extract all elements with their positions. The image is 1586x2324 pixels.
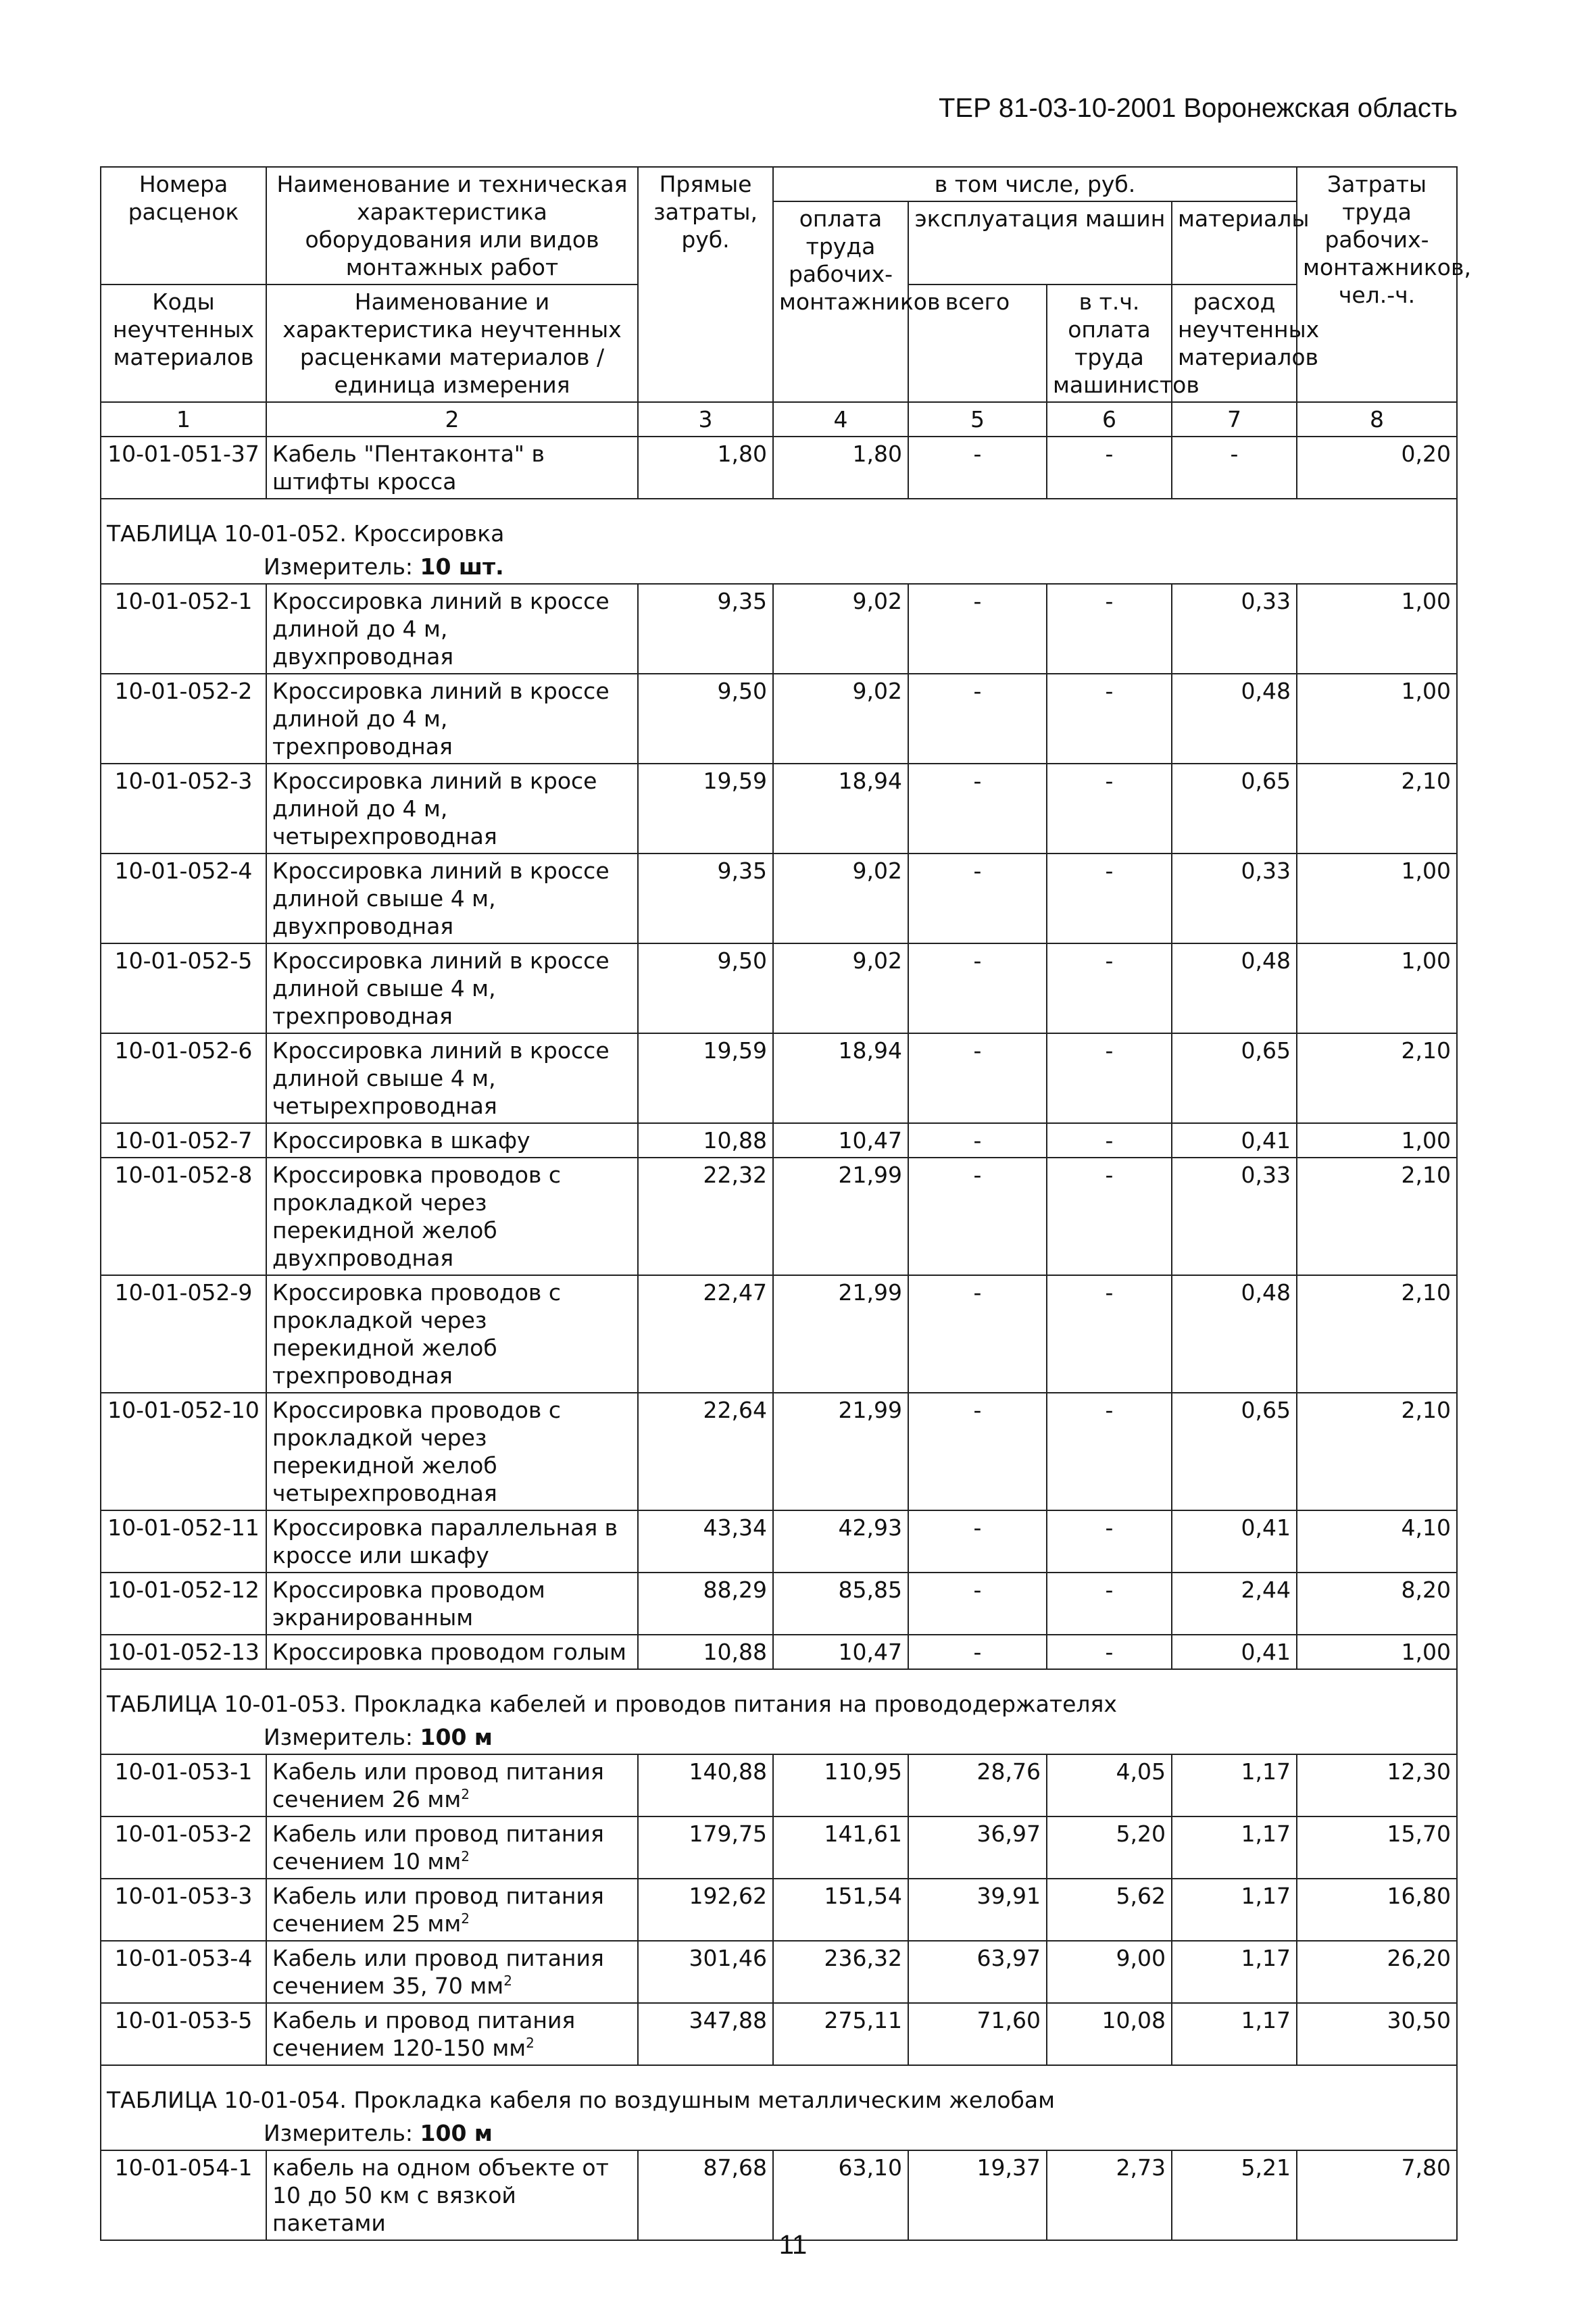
- direct-cost: 301,46: [638, 1941, 773, 2003]
- machine-cost: -: [908, 1275, 1047, 1393]
- section-title-row: [101, 2065, 1457, 2117]
- labor-hours: 0,20: [1297, 437, 1457, 499]
- machine-cost: 28,76: [908, 1754, 1047, 1816]
- machine-cost: -: [908, 1158, 1047, 1275]
- materials-header: материалы: [1172, 201, 1297, 285]
- labor-hours: 16,80: [1297, 1879, 1457, 1941]
- table-row: [101, 584, 1457, 674]
- direct-cost: 9,50: [638, 943, 773, 1033]
- table-row: [101, 437, 1457, 499]
- materials-cost: 0,33: [1172, 584, 1297, 674]
- labor-cost: 9,02: [773, 584, 908, 674]
- work-name: [266, 1816, 638, 1879]
- direct-cost: 1,80: [638, 437, 773, 499]
- labor-cost: 151,54: [773, 1879, 908, 1941]
- rate-code: 10-01-052-10: [101, 1393, 266, 1510]
- labor-hours: 15,70: [1297, 1816, 1457, 1879]
- machine-labor-cost: 5,62: [1047, 1879, 1172, 1941]
- unit-exponent: 2: [503, 1973, 512, 1989]
- work-name-text: Кроссировка проводом голым: [272, 1639, 626, 1665]
- direct-cost: 9,35: [638, 854, 773, 943]
- machine-labor-cost: -: [1047, 437, 1172, 499]
- work-name-text: Кроссировка параллельная в кроссе или шкафу: [272, 1514, 618, 1568]
- materials-cost: 0,41: [1172, 1635, 1297, 1669]
- col1-header-top: Номера расценок: [101, 167, 266, 285]
- work-name: [266, 1879, 638, 1941]
- labor-cost: 236,32: [773, 1941, 908, 2003]
- work-name-text: Кроссировка линий в кроссе длиной до 4 м, двухпроводная: [272, 588, 610, 670]
- table-row: [101, 2150, 1457, 2240]
- rate-code: 10-01-052-13: [101, 1635, 266, 1669]
- labor-cost: 21,99: [773, 1158, 908, 1275]
- labor-hours: 26,20: [1297, 1941, 1457, 2003]
- labor-hours: 1,00: [1297, 1123, 1457, 1158]
- labor-cost: 1,80: [773, 437, 908, 499]
- table-row: [101, 764, 1457, 854]
- direct-cost: 43,34: [638, 1510, 773, 1573]
- header-row-1: [101, 167, 1457, 201]
- work-name: [266, 1754, 638, 1816]
- measure: [101, 2117, 1457, 2150]
- table-row: [101, 2003, 1457, 2065]
- rate-code: 10-01-052-2: [101, 674, 266, 764]
- work-name-text: Кроссировка линий в кроссе длиной свыше 4 м, четырехпроводная: [272, 1037, 610, 1119]
- machine-cost: 39,91: [908, 1879, 1047, 1941]
- direct-cost: 10,88: [638, 1635, 773, 1669]
- col2-header-bottom: Наименование и характеристика неучтенных расценками материалов / единица измерения: [266, 285, 638, 402]
- machine-labor-cost: 4,05: [1047, 1754, 1172, 1816]
- col-number: 7: [1172, 402, 1297, 437]
- machine-labor-cost: 10,08: [1047, 2003, 1172, 2065]
- measure-label: Измеритель:: [264, 1724, 414, 1750]
- group-header: в том числе, руб.: [773, 167, 1297, 201]
- machine-cost: -: [908, 1033, 1047, 1123]
- rate-code: 10-01-052-7: [101, 1123, 266, 1158]
- machine-labor-cost: -: [1047, 1393, 1172, 1510]
- rate-code: 10-01-053-4: [101, 1941, 266, 2003]
- labor-hours: 8,20: [1297, 1573, 1457, 1635]
- materials-cost: 0,65: [1172, 1033, 1297, 1123]
- materials-cost: 1,17: [1172, 1816, 1297, 1879]
- materials-cost: 1,17: [1172, 2003, 1297, 2065]
- table-row: [101, 1635, 1457, 1669]
- unit-exponent: 2: [461, 1848, 470, 1864]
- work-name-text: кабель на одном объекте от 10 до 50 км с вязкой пакетами: [272, 2154, 609, 2236]
- measure-label: Измеритель:: [264, 553, 414, 580]
- direct-cost: 9,35: [638, 584, 773, 674]
- rate-code: 10-01-052-3: [101, 764, 266, 854]
- work-name-text: Кроссировка проводов с прокладкой через перекидной желоб двухпроводная: [272, 1162, 561, 1271]
- direct-cost: 88,29: [638, 1573, 773, 1635]
- labor-cost: 21,99: [773, 1393, 908, 1510]
- labor-hours: 1,00: [1297, 584, 1457, 674]
- section-title: ТАБЛИЦА 10-01-053. Прокладка кабелей и проводов питания на провододержателях: [101, 1669, 1457, 1721]
- table-row: [101, 1275, 1457, 1393]
- machine-labor-cost: -: [1047, 1123, 1172, 1158]
- work-name: [266, 1123, 638, 1158]
- labor-hours: 1,00: [1297, 943, 1457, 1033]
- table-row: [101, 1158, 1457, 1275]
- machine-labor-cost: -: [1047, 1275, 1172, 1393]
- materials-cost: -: [1172, 437, 1297, 499]
- work-name: [266, 1573, 638, 1635]
- machines-header: эксплуатация машин: [908, 201, 1172, 285]
- col-number: 6: [1047, 402, 1172, 437]
- materials-cost: 0,65: [1172, 1393, 1297, 1510]
- labor-cost: 9,02: [773, 854, 908, 943]
- measure: [101, 550, 1457, 584]
- direct-cost: 9,50: [638, 674, 773, 764]
- work-name: [266, 2003, 638, 2065]
- table-row: [101, 854, 1457, 943]
- labor-hours: 4,10: [1297, 1510, 1457, 1573]
- labor-hours: 1,00: [1297, 854, 1457, 943]
- materials-cost: 2,44: [1172, 1573, 1297, 1635]
- col4-header: оплата труда рабочих-монтажников: [773, 201, 908, 402]
- materials-cost: 5,21: [1172, 2150, 1297, 2240]
- labor-cost: 63,10: [773, 2150, 908, 2240]
- machine-cost: -: [908, 764, 1047, 854]
- machine-cost: -: [908, 943, 1047, 1033]
- work-name-text: Кабель "Пентаконта" в штифты кросса: [272, 441, 545, 495]
- work-name-text: Кроссировка проводов с прокладкой через перекидной желоб трехпроводная: [272, 1279, 561, 1389]
- work-name-text: Кроссировка в шкафу: [272, 1127, 530, 1154]
- measure-row: [101, 1721, 1457, 1754]
- table-row: [101, 1573, 1457, 1635]
- work-name: [266, 764, 638, 854]
- work-name-text: Кабель и провод питания сечением 120-150 мм: [272, 2007, 576, 2061]
- col7-header: расход неучтенных материалов: [1172, 285, 1297, 402]
- machine-cost: -: [908, 1393, 1047, 1510]
- labor-cost: 21,99: [773, 1275, 908, 1393]
- labor-cost: 10,47: [773, 1123, 908, 1158]
- measure-value: 100 м: [420, 1724, 493, 1750]
- machine-cost: 19,37: [908, 2150, 1047, 2240]
- machine-labor-cost: -: [1047, 1635, 1172, 1669]
- work-name-text: Кабель или провод питания сечением 10 мм: [272, 1821, 604, 1875]
- work-name-text: Кроссировка проводов с прокладкой через перекидной желоб четырехпроводная: [272, 1397, 561, 1506]
- work-name: [266, 1033, 638, 1123]
- machine-labor-cost: 9,00: [1047, 1941, 1172, 2003]
- page-header: ТЕР 81-03-10-2001 Воронежская область: [938, 93, 1458, 123]
- materials-cost: 0,48: [1172, 1275, 1297, 1393]
- direct-cost: 179,75: [638, 1816, 773, 1879]
- machine-cost: 71,60: [908, 2003, 1047, 2065]
- work-name: [266, 2150, 638, 2240]
- col8-header: Затраты труда рабочих-монтажников, чел.-ч.: [1297, 167, 1457, 402]
- materials-cost: 0,48: [1172, 674, 1297, 764]
- col-number: 4: [773, 402, 908, 437]
- measure-row: [101, 550, 1457, 584]
- labor-hours: 2,10: [1297, 1033, 1457, 1123]
- col-number: 8: [1297, 402, 1457, 437]
- materials-cost: 0,33: [1172, 854, 1297, 943]
- rate-code: 10-01-052-6: [101, 1033, 266, 1123]
- rate-code: 10-01-052-11: [101, 1510, 266, 1573]
- machine-labor-cost: -: [1047, 1510, 1172, 1573]
- work-name: [266, 674, 638, 764]
- machine-labor-cost: -: [1047, 674, 1172, 764]
- table-row: [101, 1754, 1457, 1816]
- rate-code: 10-01-052-5: [101, 943, 266, 1033]
- machine-cost: -: [908, 674, 1047, 764]
- machine-cost: -: [908, 437, 1047, 499]
- machine-cost: 63,97: [908, 1941, 1047, 2003]
- work-name: [266, 584, 638, 674]
- labor-cost: 141,61: [773, 1816, 908, 1879]
- machine-cost: -: [908, 584, 1047, 674]
- section-title-row: [101, 1669, 1457, 1721]
- table-row: [101, 943, 1457, 1033]
- direct-cost: 22,64: [638, 1393, 773, 1510]
- work-name: [266, 1158, 638, 1275]
- labor-cost: 9,02: [773, 674, 908, 764]
- measure-value: 10 шт.: [420, 553, 504, 580]
- labor-hours: 1,00: [1297, 674, 1457, 764]
- table-row: [101, 674, 1457, 764]
- materials-cost: 0,41: [1172, 1510, 1297, 1573]
- work-name: [266, 1510, 638, 1573]
- table-row: [101, 1816, 1457, 1879]
- labor-cost: 18,94: [773, 1033, 908, 1123]
- page-number: 11: [778, 2230, 808, 2260]
- col2-header-top: Наименование и техническая характеристика оборудования или видов монтажных работ: [266, 167, 638, 285]
- materials-cost: 0,41: [1172, 1123, 1297, 1158]
- rate-code: 10-01-053-5: [101, 2003, 266, 2065]
- machine-cost: -: [908, 1635, 1047, 1669]
- machine-cost: -: [908, 854, 1047, 943]
- rate-code: 10-01-052-4: [101, 854, 266, 943]
- work-name-text: Кроссировка линий в кроссе длиной до 4 м, трехпроводная: [272, 678, 610, 760]
- labor-hours: 2,10: [1297, 764, 1457, 854]
- materials-cost: 0,33: [1172, 1158, 1297, 1275]
- rate-code: 10-01-052-1: [101, 584, 266, 674]
- work-name-text: Кроссировка линий в кроссе длиной свыше 4 м, трехпроводная: [272, 947, 610, 1029]
- materials-cost: 0,65: [1172, 764, 1297, 854]
- rate-code: 10-01-052-8: [101, 1158, 266, 1275]
- labor-cost: 42,93: [773, 1510, 908, 1573]
- direct-cost: 192,62: [638, 1879, 773, 1941]
- rate-code: 10-01-053-3: [101, 1879, 266, 1941]
- col-number: 2: [266, 402, 638, 437]
- col5-header: всего: [908, 285, 1047, 402]
- col6-header: в т.ч. оплата труда машинистов: [1047, 285, 1172, 402]
- direct-cost: 19,59: [638, 764, 773, 854]
- labor-hours: 7,80: [1297, 2150, 1457, 2240]
- column-numbers-row: [101, 402, 1457, 437]
- rate-code: 10-01-053-1: [101, 1754, 266, 1816]
- table-row: [101, 1393, 1457, 1510]
- machine-labor-cost: -: [1047, 943, 1172, 1033]
- direct-cost: 22,47: [638, 1275, 773, 1393]
- estimate-table: [100, 166, 1471, 2241]
- materials-cost: 1,17: [1172, 1754, 1297, 1816]
- materials-cost: 1,17: [1172, 1941, 1297, 2003]
- unit-exponent: 2: [526, 2035, 535, 2051]
- section-title: ТАБЛИЦА 10-01-052. Кроссировка: [101, 499, 1457, 550]
- rate-code: 10-01-052-9: [101, 1275, 266, 1393]
- unit-exponent: 2: [461, 1910, 470, 1927]
- machine-labor-cost: -: [1047, 1573, 1172, 1635]
- labor-cost: 275,11: [773, 2003, 908, 2065]
- labor-hours: 1,00: [1297, 1635, 1457, 1669]
- machine-labor-cost: -: [1047, 1033, 1172, 1123]
- labor-cost: 85,85: [773, 1573, 908, 1635]
- table-row: [101, 1510, 1457, 1573]
- col-number: 1: [101, 402, 266, 437]
- work-name: [266, 1941, 638, 2003]
- direct-cost: 10,88: [638, 1123, 773, 1158]
- col-number: 3: [638, 402, 773, 437]
- rate-code: 10-01-054-1: [101, 2150, 266, 2240]
- col-number: 5: [908, 402, 1047, 437]
- work-name-text: Кроссировка линий в кроссе длиной свыше 4 м, двухпроводная: [272, 858, 610, 939]
- work-name: [266, 943, 638, 1033]
- table-row: [101, 1123, 1457, 1158]
- direct-cost: 87,68: [638, 2150, 773, 2240]
- work-name: [266, 1393, 638, 1510]
- work-name-text: Кабель или провод питания сечением 25 мм: [272, 1883, 604, 1937]
- section-title: ТАБЛИЦА 10-01-054. Прокладка кабеля по воздушным металлическим желобам: [101, 2065, 1457, 2117]
- direct-cost: 19,59: [638, 1033, 773, 1123]
- measure-row: [101, 2117, 1457, 2150]
- work-name: [266, 1635, 638, 1669]
- machine-labor-cost: -: [1047, 584, 1172, 674]
- labor-hours: 2,10: [1297, 1275, 1457, 1393]
- work-name-text: Кроссировка линий в кросе длиной до 4 м, четырехпроводная: [272, 768, 597, 849]
- rate-code: 10-01-051-37: [101, 437, 266, 499]
- work-name: [266, 1275, 638, 1393]
- table-row: [101, 1033, 1457, 1123]
- materials-cost: 1,17: [1172, 1879, 1297, 1941]
- labor-cost: 18,94: [773, 764, 908, 854]
- table-row: [101, 1941, 1457, 2003]
- measure-label: Измеритель:: [264, 2120, 414, 2146]
- labor-hours: 2,10: [1297, 1158, 1457, 1275]
- machine-cost: -: [908, 1510, 1047, 1573]
- labor-hours: 2,10: [1297, 1393, 1457, 1510]
- labor-cost: 9,02: [773, 943, 908, 1033]
- labor-cost: 10,47: [773, 1635, 908, 1669]
- machine-labor-cost: -: [1047, 1158, 1172, 1275]
- work-name: [266, 854, 638, 943]
- direct-cost: 22,32: [638, 1158, 773, 1275]
- machine-labor-cost: 2,73: [1047, 2150, 1172, 2240]
- machine-cost: -: [908, 1123, 1047, 1158]
- measure-value: 100 м: [420, 2120, 493, 2146]
- labor-hours: 12,30: [1297, 1754, 1457, 1816]
- machine-labor-cost: -: [1047, 854, 1172, 943]
- work-name: [266, 437, 638, 499]
- unit-exponent: 2: [461, 1786, 470, 1802]
- materials-cost: 0,48: [1172, 943, 1297, 1033]
- rate-code: 10-01-053-2: [101, 1816, 266, 1879]
- col3-header: Прямые затраты, руб.: [638, 167, 773, 402]
- work-name-text: Кроссировка проводом экранированным: [272, 1577, 545, 1631]
- section-title-row: [101, 499, 1457, 550]
- machine-cost: -: [908, 1573, 1047, 1635]
- direct-cost: 347,88: [638, 2003, 773, 2065]
- labor-hours: 30,50: [1297, 2003, 1457, 2065]
- labor-cost: 110,95: [773, 1754, 908, 1816]
- work-name-text: Кабель или провод питания сечением 26 мм: [272, 1758, 604, 1812]
- machine-cost: 36,97: [908, 1816, 1047, 1879]
- direct-cost: 140,88: [638, 1754, 773, 1816]
- machine-labor-cost: 5,20: [1047, 1816, 1172, 1879]
- rate-code: 10-01-052-12: [101, 1573, 266, 1635]
- machine-labor-cost: -: [1047, 764, 1172, 854]
- col1-header-bottom: Коды неучтенных материалов: [101, 285, 266, 402]
- work-name-text: Кабель или провод питания сечением 35, 70 мм: [272, 1945, 604, 1999]
- table-row: [101, 1879, 1457, 1941]
- measure: [101, 1721, 1457, 1754]
